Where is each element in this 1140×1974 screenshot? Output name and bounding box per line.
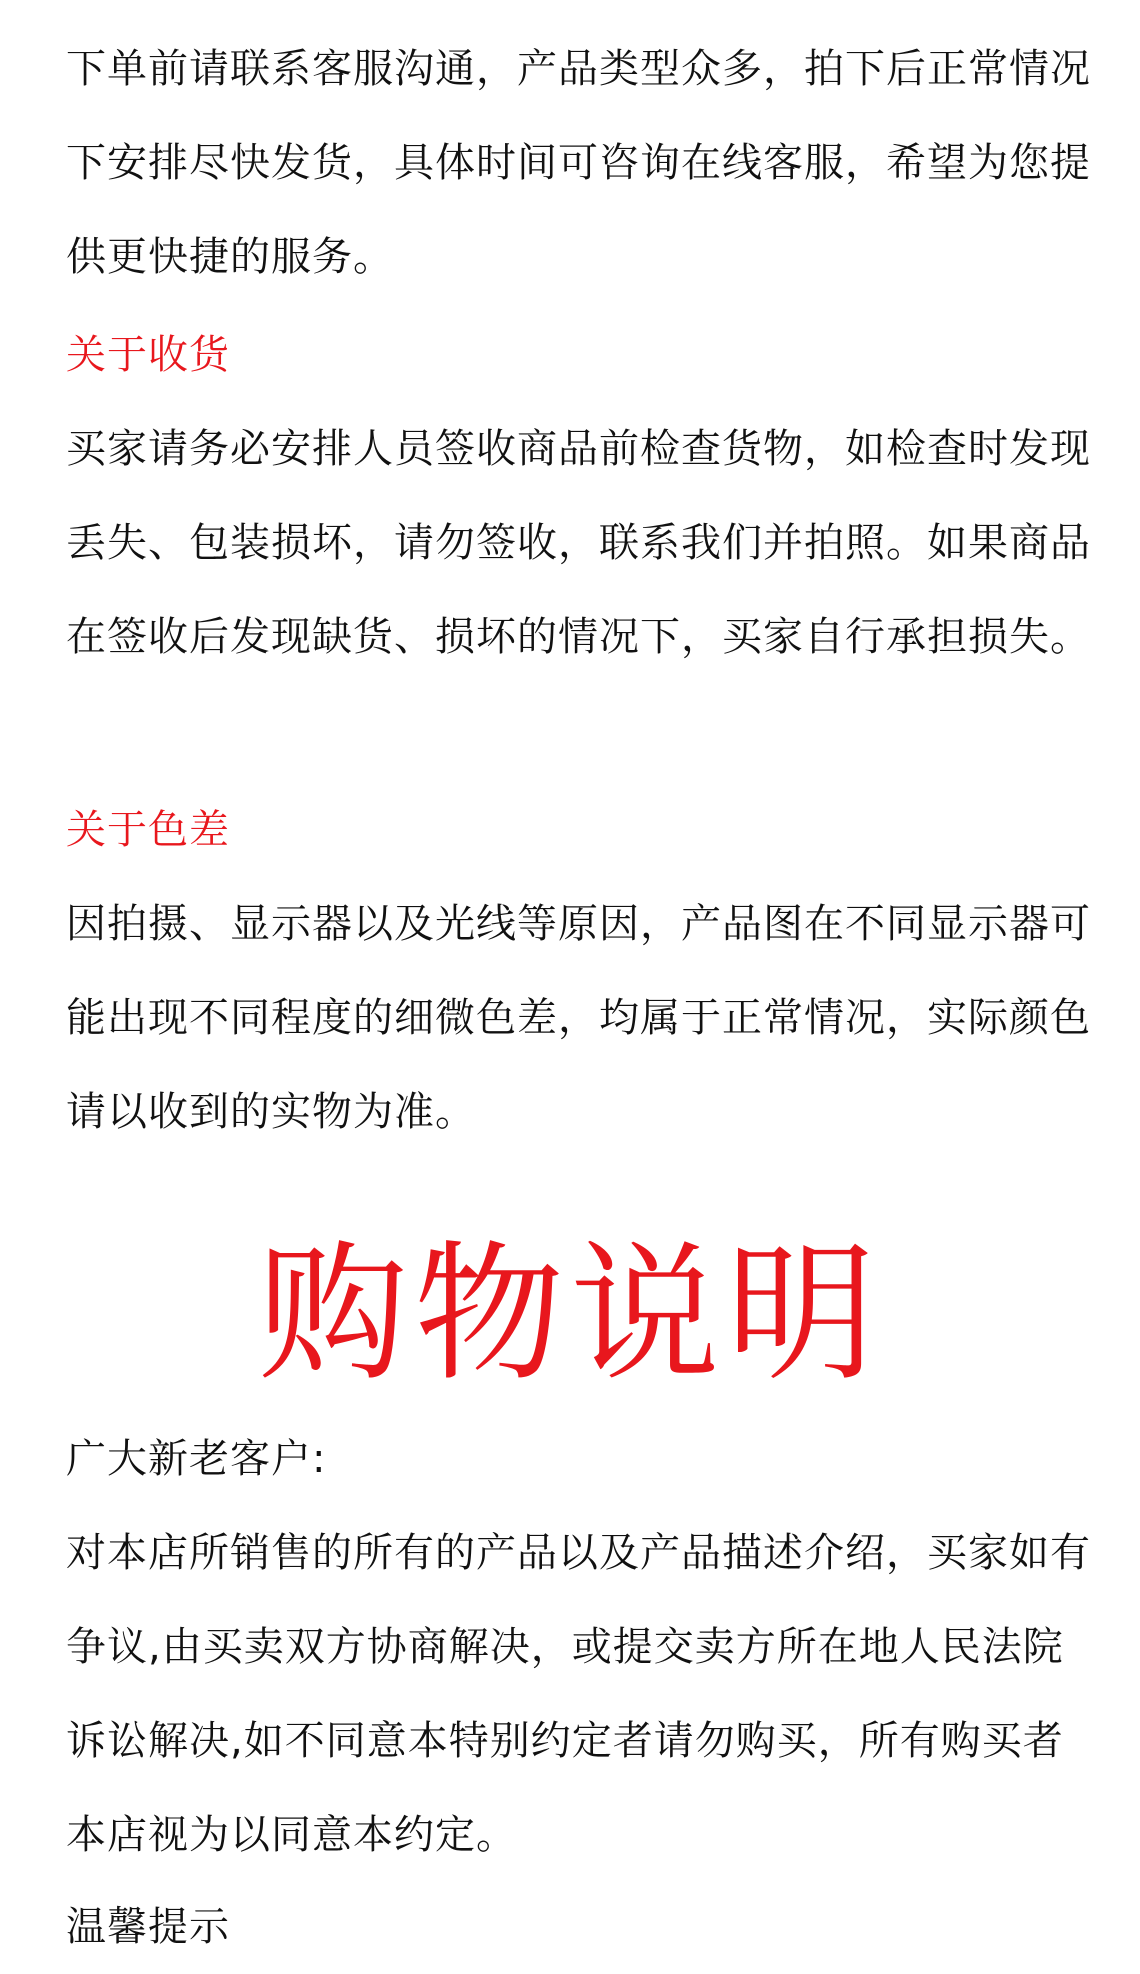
- shopping-greeting: 广大新老客户:: [66, 1436, 327, 1482]
- receiving-paragraph: 买家请务必安排人员签收商品前检查货物，如检查时发现丢失、包装损坏，请勿签收，联系我们并拍照。如果商品在签收后发现缺货、损坏的情况下，买家自行承担损失。: [66, 426, 1091, 660]
- receiving-heading: 关于收货: [66, 332, 230, 378]
- color-difference-heading: 关于色差: [66, 807, 230, 853]
- shopping-instructions-title: 购物说明: [257, 1228, 882, 1402]
- color-difference-paragraph: 因拍摄、显示器以及光线等原因，产品图在不同显示器可能出现不同程度的细微色差，均属于正常情况，实际颜色请以收到的实物为准。: [66, 901, 1091, 1135]
- tips-heading-partial: 温馨提示: [66, 1904, 230, 1950]
- shopping-paragraph: 对本店所销售的所有的产品以及产品描述介绍，买家如有争议,由买卖双方协商解决，或提交卖方所在地人民法院诉讼解决,如不同意本特别约定者请勿购买，所有购买者本店视为以同意本约定。: [66, 1530, 1091, 1858]
- intro-paragraph: 下单前请联系客服沟通，产品类型众多，拍下后正常情况下安排尽快发货，具体时间可咨询在线客服，希望为您提供更快捷的服务。: [66, 46, 1091, 280]
